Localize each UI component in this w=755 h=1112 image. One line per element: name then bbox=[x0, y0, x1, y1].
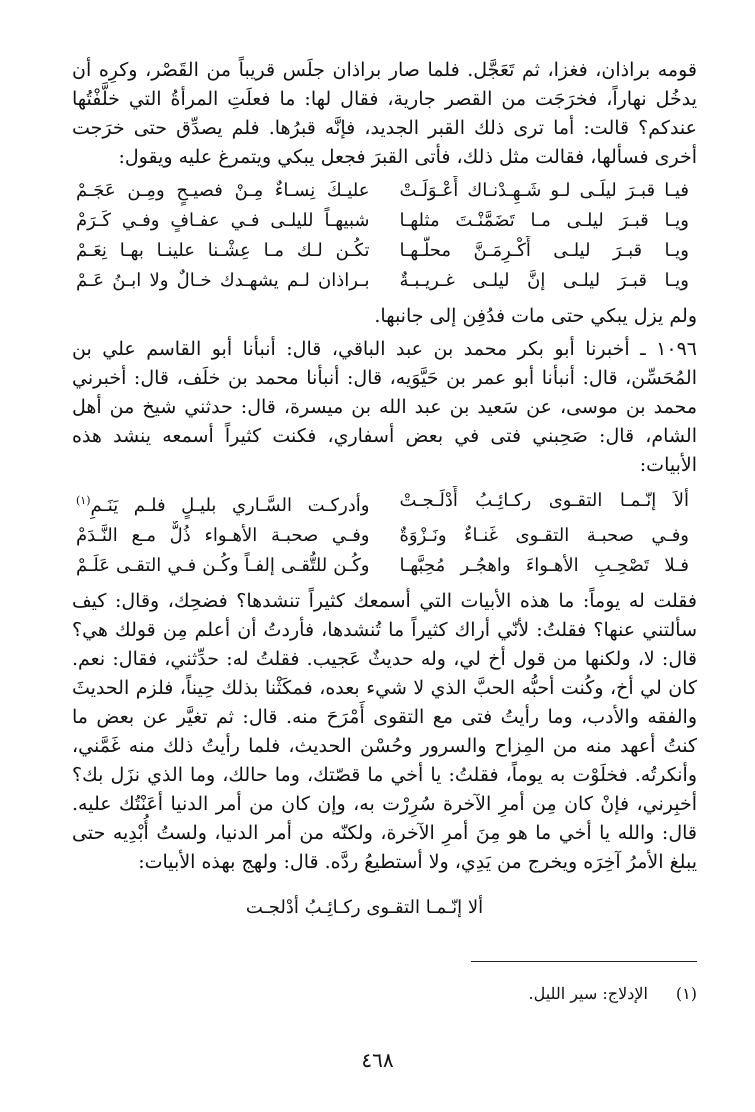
footnote-text: الإدلاج: سير الليل. bbox=[528, 984, 648, 1003]
verse-hemistich-first: ألاَ إنّـمـا التقـوى ركـائِـبُ أَدْلَـجـتْ bbox=[399, 490, 689, 511]
verse-hemistich-second: شبيهـاً لليلـى فـي عفـافٍ وفـي كَـرَمْ bbox=[76, 210, 370, 231]
verse-hemistich-first: فـلا تَصْحِـبِ الأهـواءَ واهجُـر مُحِبَّهـا bbox=[399, 555, 689, 576]
footnote-marker: (١) bbox=[76, 494, 91, 507]
paragraph-after-poem: ولم يزل يبكي حتى مات فدُفِن إلى جانبها. bbox=[374, 305, 697, 327]
footnote-number: (١) bbox=[675, 984, 697, 1003]
poem-taqwa bbox=[72, 486, 697, 581]
verse-hemistich-first: فيـا قبـرَ ليلَـى لـو شَـهِـدْنـاك أَعْـوَلَـتْ bbox=[399, 180, 689, 201]
verse-hemistich-first: وفـي صحبـة التقـوى غَنـاءٌ ونَـزْوَةٌ bbox=[399, 525, 689, 546]
closing-verse: ألا إنّـمـا التقـوى ركـائِـبُ أدْلجـت bbox=[245, 897, 484, 918]
footnote bbox=[72, 982, 697, 1006]
paragraph-hadith-1096: ١٠٩٦ ـ أخبرنا أبو بكر محمد بن عبد الباقي، قال: أنبأنا أبو القاسم علي بن المُحَسِّن، قال: أنبأنا أبو عمر بن حَيَّوَيه، قال: أنبأنا محمد بن خلَف، قال: أخبرني محمد بن موسى، عن سَعيد بن عبد الله بن ميسرة، قال: حدثني شيخ من أهل الشام، قال: صَحِبني فتى في بعض أسفاري، فكنت كثيراً أسمعه ينشد هذه الأبيات: bbox=[72, 338, 697, 476]
paragraph-story: قومه براذان، فغزا، ثم تَعَجَّل. فلما صار براذان جلَس قريباً من القَصْر، وكرِه أن يدخُل نهاراً، فخرَجَت من القصر جارية، فقال لها: ما فعلَتِ المرأةُ التي خلَّفْتُها عندكم؟ قالت: أما ترى ذلك القبر الجديد، فإنَّه قبرُها. فلم يصدِّق حتى خرَجت أخرى فسألها، فقالت مثل ذلك، فأتى القبرَ فجعل يبكي ويتمرغ عليه ويقول: bbox=[72, 59, 697, 168]
paragraph-dialogue: فقلت له يوماً: ما هذه الأبيات التي أسمعك كثيراً تنشدها؟ فضحِك، وقال: كيف سألتني عنها؟ فقلتُ: لأنّي أراك كثيراً ما تُنشدها، فأردتُ أن أعلم مِن قولك هي؟ قال: لا، ولكنها من قول أخ لي، وله حديثٌ عَجيب. فقلتُ له: حدِّثني، فقال: نعم. كان لي أخ، وكُنت أحبُّه الحبَّ الذي لا شيء بعده، فمكَثْنا بذلك حِيناً، فلزم الحديثَ والفقه والأدب، وما رأيتُ فتى مع التقوى أَمْرَحَ منه. قال: ثم تغيَّر عن بعض ما كنتُ أعهد منه من المِزاح والسرور وحُسْن الحديث، فلما رأيتُ ذلك منه غَمَّني، وأنكرتُه. فخلَوْت به يوماً، فقلتُ: يا أخي ما قصّتك، وما حالك، وما الذي نزَل بك؟ أخبِرني، فإنْ كان مِن أمرِ الآخرة سُرِرْت به، وإن كان من أمر الدنيا أعَنْتُك عليه. قال: والله يا أخي ما هو مِنَ أمرِ الآخرة، ولكنّه من أمر الدنيا، ولستُ أُبْدِيه حتى يبلغ الأمرُ آخِرَه ويخرج من يَدِي، ولا أستطيعُ ردَّه. قال: ولهج بهذه الأبيات: bbox=[72, 590, 698, 873]
verse-hemistich-second: عليـكَ نِسـاءٌ مِـنْ فصيـحٍ ومِـن عَجَـمْ bbox=[76, 180, 370, 201]
verse-hemistich-second: تكُـن لـك مـا عِشْـنا علينـا بهـا نِعَـمْ bbox=[76, 240, 370, 261]
page-number: ٤٦٨ bbox=[361, 1048, 394, 1072]
footnote-divider bbox=[471, 961, 697, 962]
page-body bbox=[72, 56, 697, 925]
verse-hemistich-second: وكُـن للتُّقـى إلفـاً وكُـن فـي التقـى عَلَـمْ bbox=[76, 555, 370, 576]
verse-hemistich-first: ويـا قبـرَ ليلـى إنَّ ليلـى غـريـبـةٌ bbox=[399, 270, 689, 291]
poem-laila bbox=[72, 176, 697, 296]
verse-hemistich-second: وفـي صحبـة الأهـواء ذُلٌّ مـع النَّـدَمْ bbox=[76, 525, 370, 546]
verse-text: وأدركـت السَّـاري بليـلٍ فلـم يَنَـمِ bbox=[90, 495, 370, 516]
verse-hemistich-second bbox=[72, 486, 370, 521]
verse-hemistich-first: ويـا قبـرَ ليلـى مـا تَضَمَّنْـتَ مثلهـا bbox=[399, 210, 689, 231]
verse-hemistich-second: بـراذان لـم يشهـدك خـالٌ ولا ابـنُ عَـمْ bbox=[76, 270, 370, 291]
verse-hemistich-first: ويـا قبـرَ ليلـى أَكْـرِمَـنَّ محلَّـهـا bbox=[399, 240, 689, 261]
